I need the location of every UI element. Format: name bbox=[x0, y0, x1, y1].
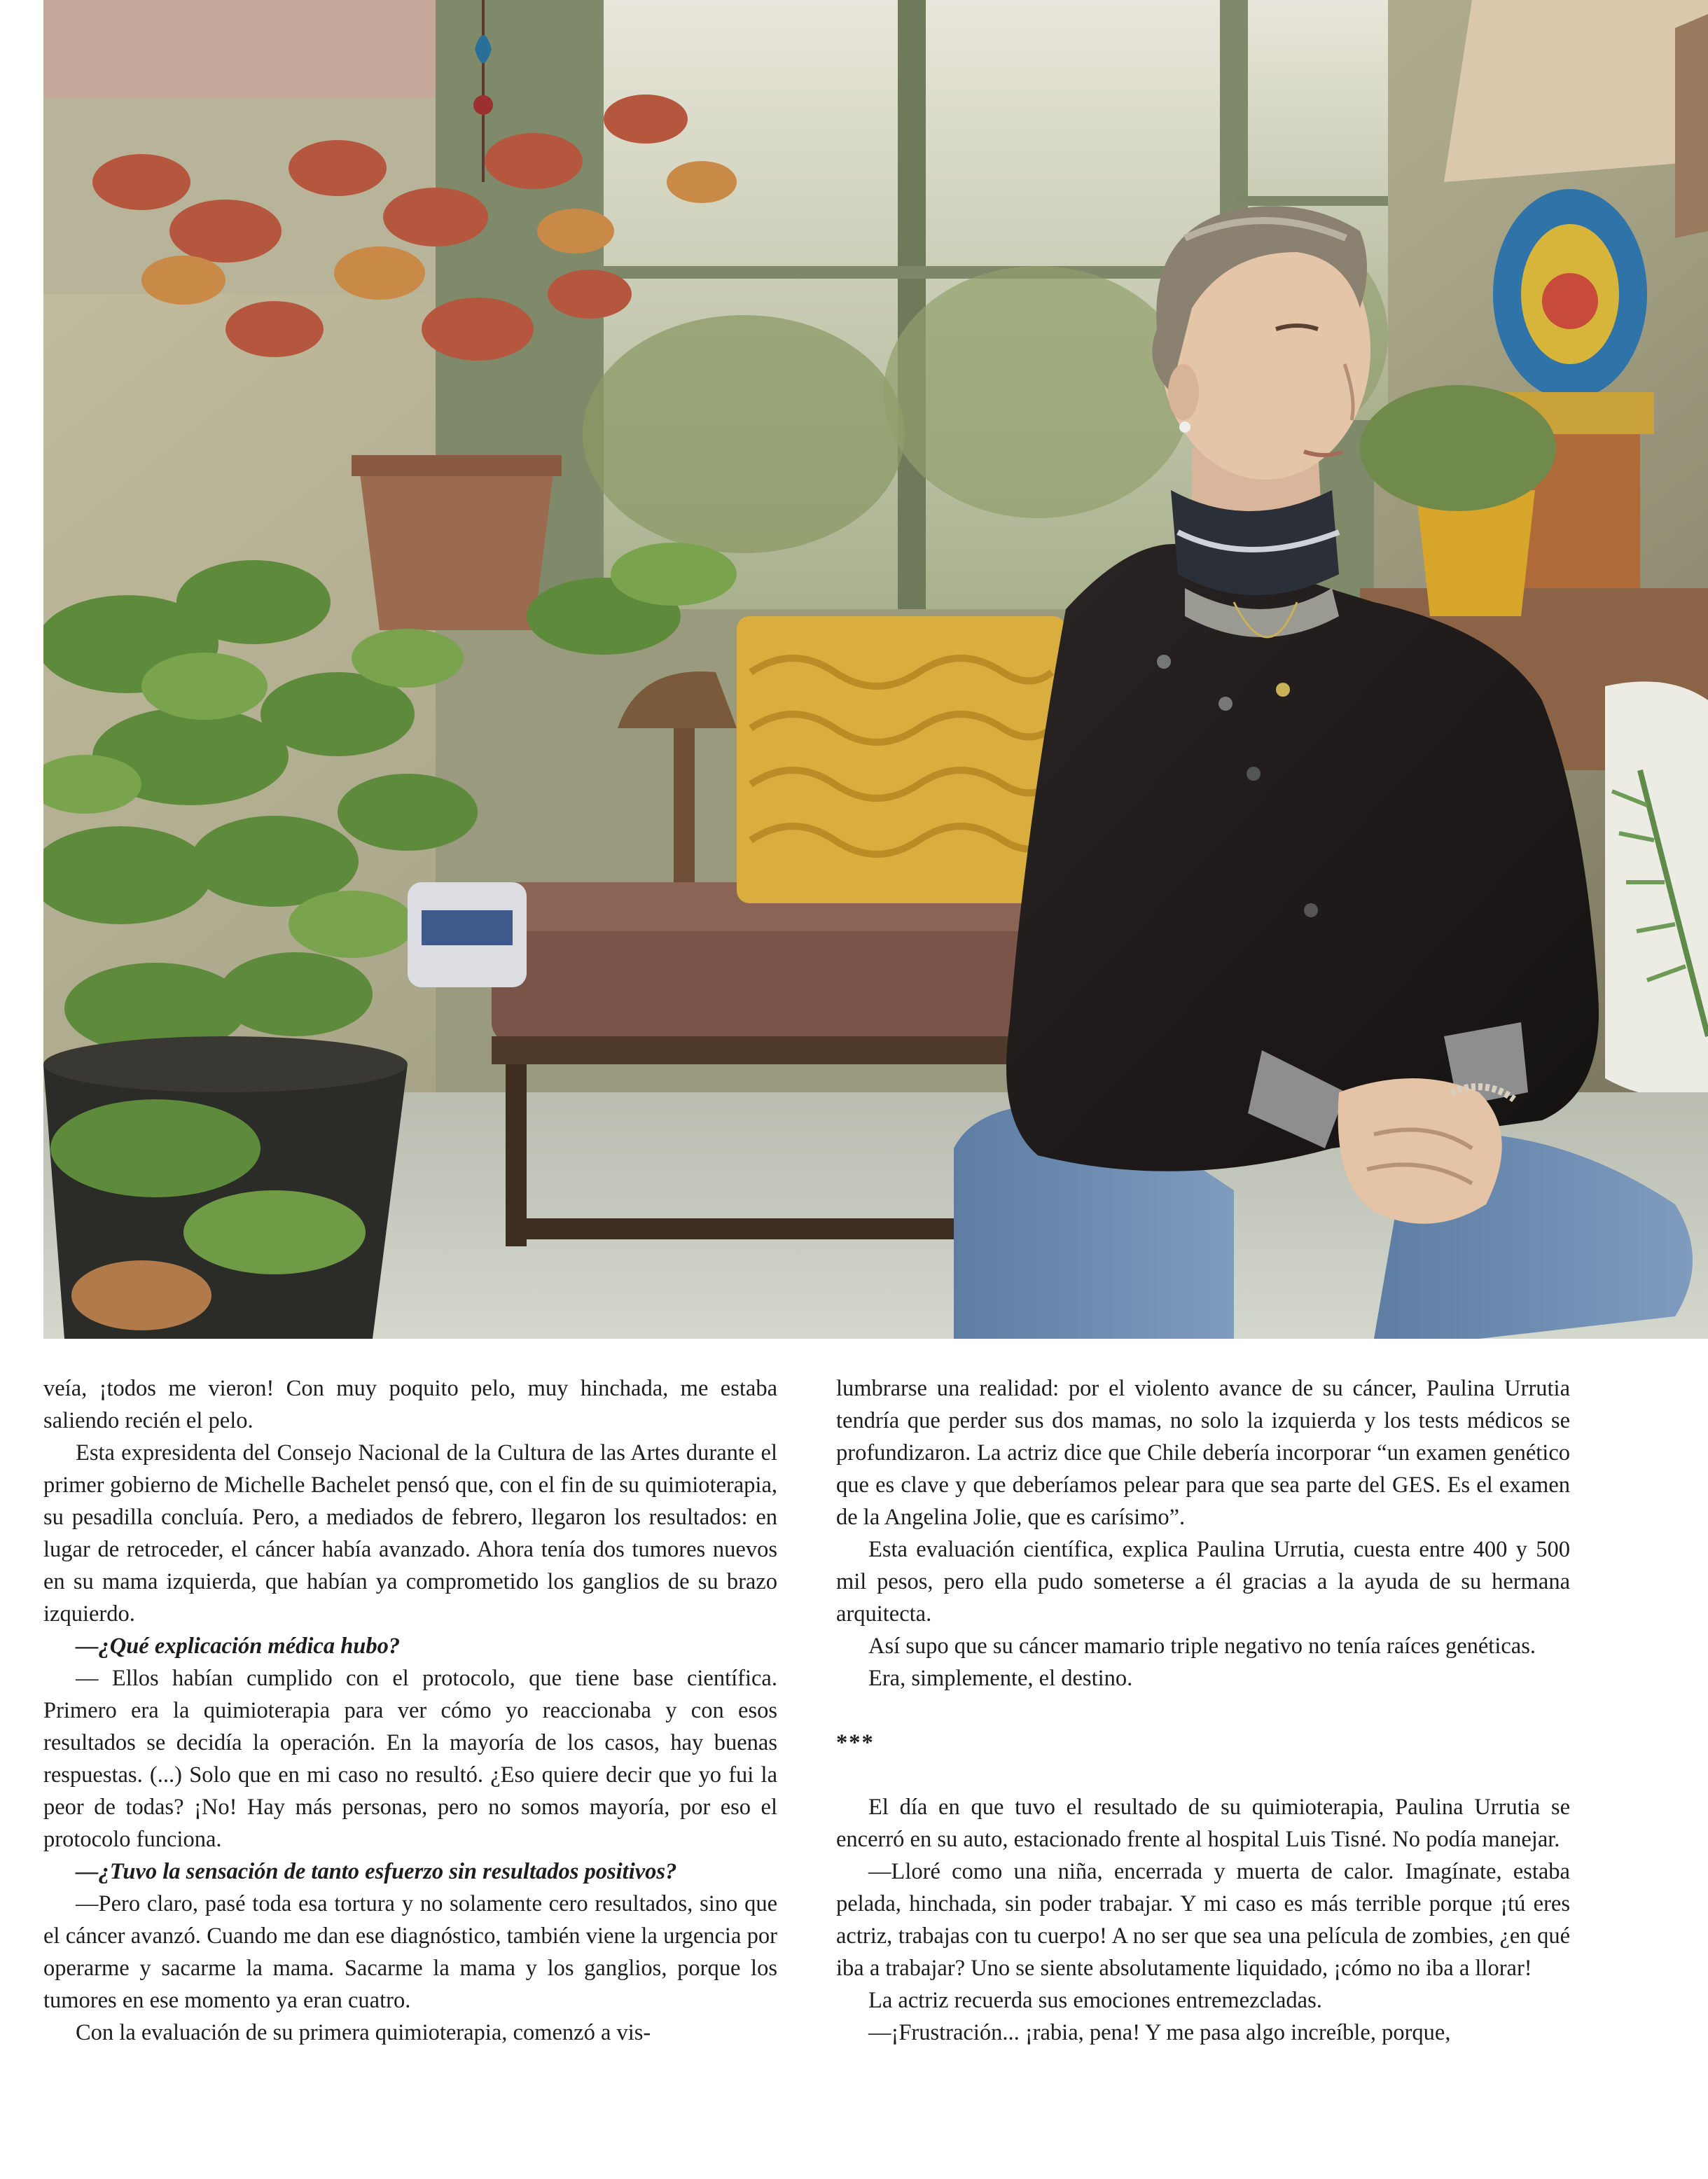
paragraph: La actriz recuerda sus emociones entremezcladas. bbox=[868, 1988, 1322, 2013]
interview-question: —¿Tuvo la sensación de tanto esfuerzo sin resultados positivos? bbox=[76, 1859, 677, 1884]
paragraph: El día en que tuvo el resultado de su quimioterapia, Paulina Urrutia se encerró en su auto, estacionado frente al hospital Luis Tisné. No podía manejar. bbox=[836, 1795, 1570, 1852]
paragraph: Así supo que su cáncer mamario triple negativo no tenía raíces genéticas. bbox=[868, 1634, 1536, 1659]
paragraph: —Pero claro, pasé toda esa tortura y no solamente cero resultados, sino que el cáncer avanzó. Cuando me dan ese diagnóstico, también viene la urgencia por operarme y sacarme la mama. Sacarme la mama y los ganglios, porque los tumores en ese momento ya eran cuatro. bbox=[43, 1891, 777, 2013]
paragraph: Era, simplemente, el destino. bbox=[868, 1666, 1133, 1691]
article-column-left bbox=[43, 1372, 777, 2049]
paragraph: lumbrarse una realidad: por el violento avance de su cáncer, Paulina Urrutia tendría que perder sus dos mamas, no solo la izquierda y los tests médicos se profundizaron. La actriz dice que Chile debería incorporar “un examen genético que es clave y que deberíamos pelear para que sea parte del GES. Es el examen de la Angelina Jolie, que es carísimo”. bbox=[836, 1376, 1570, 1530]
paragraph: Esta evaluación científica, explica Paulina Urrutia, cuesta entre 400 y 500 mil pesos, pero ella pudo someterse a él gracias a la ayuda de su hermana arquitecta. bbox=[836, 1537, 1570, 1627]
paragraph: veía, ¡todos me vieron! Con muy poquito pelo, muy hinchada, me estaba saliendo recién el pelo. bbox=[43, 1376, 777, 1433]
section-separator: *** bbox=[836, 1730, 875, 1755]
portrait-photo-illustration bbox=[43, 0, 1708, 1339]
paragraph: — Ellos habían cumplido con el protocolo, que tiene base científica. Primero era la quimioterapia para ver cómo yo reaccionaba y con esos resultados se decidía la operación. En la mayoría de los casos, hay buenas respuestas. (...) Solo que en mi caso no resultó. ¿Eso quiere decir que yo fui la peor de todas? ¡No! Hay más personas, pero no somos mayoría, por eso el protocolo funciona. bbox=[43, 1666, 777, 1852]
paragraph: —¡Frustración... ¡rabia, pena! Y me pasa algo increíble, porque, bbox=[868, 2020, 1451, 2045]
paragraph: Con la evaluación de su primera quimioterapia, comenzó a vis- bbox=[76, 2020, 651, 2045]
paragraph: —Lloré como una niña, encerrada y muerta de calor. Imagínate, estaba pelada, hinchada, sin poder trabajar. Y mi caso es más terrible porque ¡tú eres actriz, trabajas con tu cuerpo! A no ser que sea una película de zombies, ¿en qué iba a trabajar? Uno se siente absolutamente liquidado, ¡cómo no iba a llorar! bbox=[836, 1859, 1570, 1981]
interview-question: —¿Qué explicación médica hubo? bbox=[76, 1634, 401, 1659]
paragraph: Esta expresidenta del Consejo Nacional de la Cultura de las Artes durante el primer gobierno de Michelle Bachelet pensó que, con el fin de su quimioterapia, su pesadilla concluía. Pero, a mediados de febrero, llegaron los resultados: en lugar de retroceder, el cáncer había avanzado. Ahora tenía dos tumores nuevos en su mama izquierda, que habían ya comprometido los ganglios de su brazo izquierdo. bbox=[43, 1440, 777, 1627]
article-photo bbox=[43, 0, 1708, 1339]
article-column-right bbox=[836, 1372, 1570, 2049]
